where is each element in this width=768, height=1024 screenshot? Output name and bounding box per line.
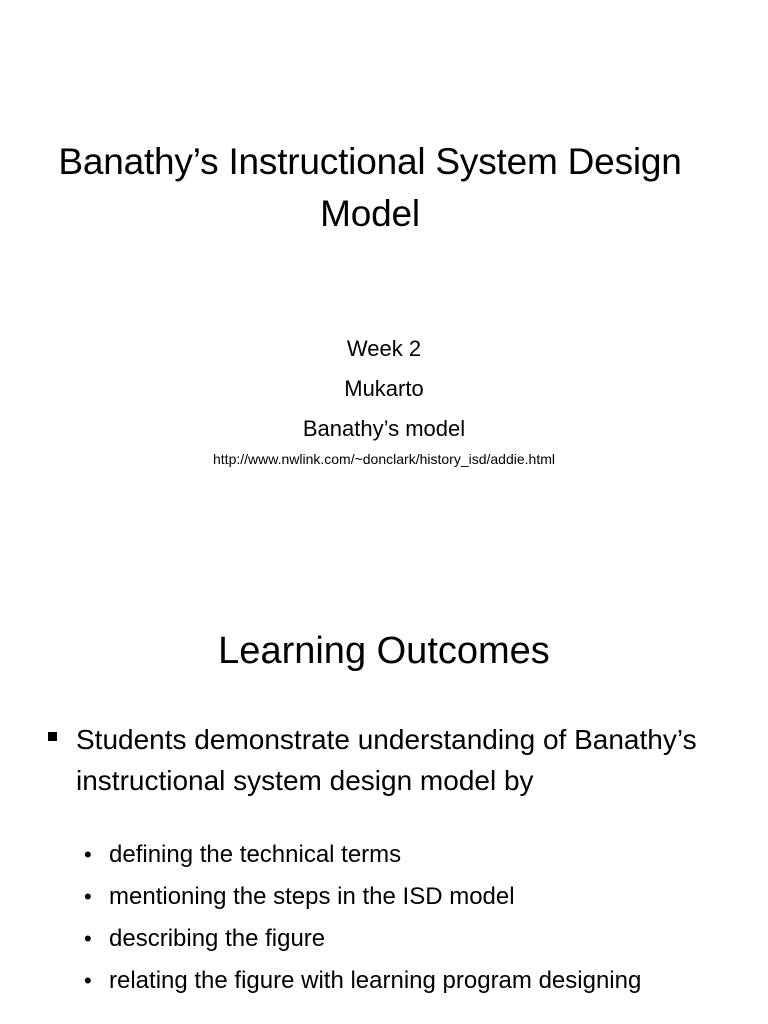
bullet-dot-icon: • bbox=[84, 926, 92, 951]
list-item bbox=[84, 841, 724, 869]
main-bullet bbox=[48, 719, 708, 801]
bullet-dot-icon: • bbox=[84, 884, 92, 909]
main-bullet-text: Students demonstrate understanding of Banathy’s instructional system design model by bbox=[76, 724, 697, 796]
list-item-text: mentioning the steps in the ISD model bbox=[109, 883, 515, 910]
week-label: Week 2 bbox=[346, 336, 422, 361]
slide-title: Learning Outcomes bbox=[218, 630, 550, 672]
sub-bullet-list bbox=[84, 841, 724, 1009]
source-url[interactable]: http://www.nwlink.com/~donclark/history_isd/addie.html bbox=[213, 451, 555, 467]
bullet-dot-icon: • bbox=[84, 842, 92, 867]
slide-title: Banathy’s Instructional System Design Model bbox=[58, 141, 682, 234]
bullet-dot-icon: • bbox=[84, 968, 92, 993]
model-label: Banathy’s model bbox=[302, 416, 466, 441]
list-item bbox=[84, 883, 724, 911]
list-item bbox=[84, 925, 724, 953]
list-item-text: defining the technical terms bbox=[109, 841, 402, 868]
slide-2 bbox=[0, 560, 768, 1024]
list-item-text: relating the figure with learning program designing bbox=[109, 967, 642, 994]
author-name: Mukarto bbox=[344, 376, 424, 401]
square-bullet-icon bbox=[48, 732, 57, 741]
list-item bbox=[84, 967, 724, 995]
list-item-text: describing the figure bbox=[109, 925, 326, 952]
